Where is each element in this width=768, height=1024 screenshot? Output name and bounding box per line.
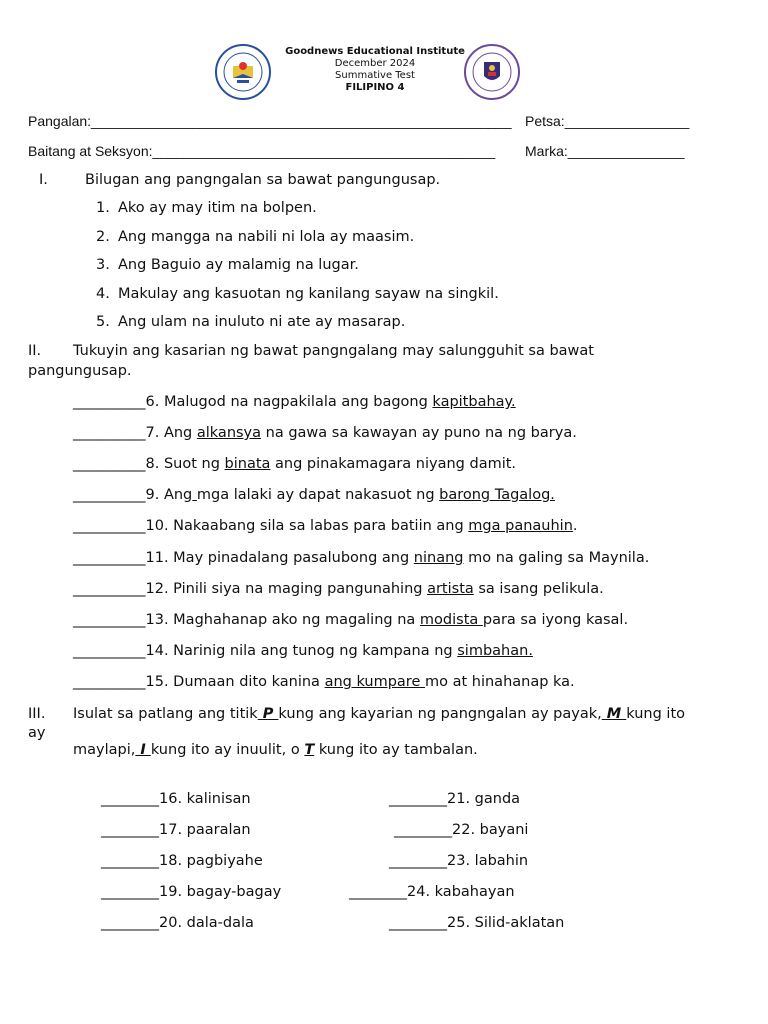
item-text: mo na galing sa Maynila. <box>463 550 650 566</box>
item-text: __________11. May pinadalang pasalubong ang <box>73 550 414 566</box>
part1-numeral: I. <box>39 172 48 188</box>
date-field[interactable]: Petsa:________________ <box>525 113 690 129</box>
item-text: mo at hinahanap ka. <box>424 674 575 690</box>
part3-item-20[interactable]: ________20. dala-dala <box>101 915 254 931</box>
item-text: __________15. Dumaan dito kanina <box>73 674 325 690</box>
part3-item-18[interactable]: ________18. pagbiyahe <box>101 853 263 869</box>
instruction-text: maylapi, <box>73 742 136 758</box>
part1-item-num: 1. <box>96 200 110 216</box>
part3-item-22[interactable]: ________22. bayani <box>394 822 529 838</box>
part1-item-num: 4. <box>96 286 110 302</box>
instruction-text: kung ang kayarian ng pangngalan ay payak, <box>278 706 602 722</box>
header-block <box>270 46 480 94</box>
instruction-text: kung ito ay inuulit, o <box>150 742 305 758</box>
part2-item <box>73 456 516 472</box>
item-text: __________9. Ang <box>73 487 193 503</box>
part3-item-24[interactable]: ________24. kabahayan <box>349 884 515 900</box>
instruction-text: kung ito ay tambalan. <box>314 742 478 758</box>
underlined-noun: barong Tagalog. <box>439 487 555 503</box>
item-text: __________14. Narinig nila ang tunog ng kampana ng <box>73 643 458 659</box>
letter-t: T <box>304 742 315 758</box>
part2-item <box>73 674 575 690</box>
item-text: . <box>572 518 578 534</box>
score-field[interactable]: Marka:_______________ <box>525 143 685 159</box>
letter-i: I <box>135 742 151 758</box>
item-text: sa isang pelikula. <box>473 581 604 597</box>
underlined-noun: mga panauhin <box>468 518 573 534</box>
letter-m: M <box>601 706 627 722</box>
underlined-noun: artista <box>427 581 474 597</box>
part2-item <box>73 394 516 410</box>
part1-item-num: 2. <box>96 229 110 245</box>
part1-item-text: Ang mangga na nabili ni lola ay maasim. <box>118 229 415 245</box>
part3-numeral: III. <box>28 706 46 722</box>
underlined-noun: simbahan. <box>457 643 533 659</box>
name-field[interactable]: Pangalan:______________________________________________________ <box>28 113 512 129</box>
item-text: __________12. Pinili siya na maging pangunahing <box>73 581 428 597</box>
part3-item-25[interactable]: ________25. Silid-aklatan <box>389 915 565 931</box>
underlined-noun: kapitbahay. <box>432 394 516 410</box>
instruction-text: kung ito <box>626 706 686 722</box>
part2-item <box>73 612 628 628</box>
test-type: Summative Test <box>335 70 415 81</box>
item-text: __________8. Suot ng <box>73 456 225 472</box>
part1-instruction: Bilugan ang pangngalan sa bawat pangungusap. <box>85 172 441 188</box>
part2-item <box>73 550 649 566</box>
item-text: na gawa sa kawayan ay puno na ng barya. <box>261 425 577 441</box>
part2-instruction-cont: pangungusap. <box>28 363 132 379</box>
part2-numeral: II. <box>28 343 42 359</box>
underlined-noun: ninang <box>413 550 464 566</box>
part3-item-21[interactable]: ________21. ganda <box>389 791 521 807</box>
part2-item <box>73 643 533 659</box>
part3-instruction <box>73 706 685 722</box>
item-text: __________10. Nakaabang sila sa labas para batiin ang <box>73 518 469 534</box>
part3-instruction-wrap: ay <box>28 725 46 741</box>
subject: FILIPINO 4 <box>345 82 405 93</box>
underlined-noun: alkansya <box>196 425 262 441</box>
underlined-noun: binata <box>224 456 271 472</box>
part1-item-text: Ang Baguio ay malamig na lugar. <box>118 257 359 273</box>
part3-item-17[interactable]: ________17. paaralan <box>101 822 251 838</box>
part3-instruction-line2 <box>73 742 478 758</box>
part1-item-num: 5. <box>96 314 110 330</box>
part3-item-23[interactable]: ________23. labahin <box>389 853 529 869</box>
item-text: ang pinakamagara niyang damit. <box>270 456 517 472</box>
part3-item-16[interactable]: ________16. kalinisan <box>101 791 251 807</box>
part2-item <box>73 487 555 503</box>
part3-item-19[interactable]: ________19. bagay-bagay <box>101 884 282 900</box>
item-text: __________6. Malugod na nagpakilala ang bagong <box>73 394 433 410</box>
underlined-noun: modista <box>419 612 483 628</box>
letter-p: P <box>257 706 279 722</box>
underlined-noun: ang kumpare <box>324 674 425 690</box>
part1-item-text: Ang ulam na inuluto ni ate ay masarap. <box>118 314 406 330</box>
part2-item <box>73 425 577 441</box>
test-date: December 2024 <box>334 58 416 69</box>
school-logo <box>215 44 271 100</box>
item-text: __________13. Maghahanap ako ng magaling na <box>73 612 420 628</box>
part2-item <box>73 581 604 597</box>
part1-item-text: Makulay ang kasuotan ng kanilang sayaw na singkil. <box>118 286 499 302</box>
school-name: Goodnews Educational Institute <box>285 46 465 57</box>
part2-instruction: Tukuyin ang kasarian ng bawat pangngalang may salungguhit sa bawat <box>73 343 594 359</box>
item-text: para sa iyong kasal. <box>482 612 629 628</box>
part1-item-num: 3. <box>96 257 110 273</box>
instruction-text: Isulat sa patlang ang titik <box>73 706 258 722</box>
grade-section-field[interactable]: Baitang at Seksyon:____________________________________________ <box>28 143 496 159</box>
item-text: mga lalaki ay dapat nakasuot ng <box>196 487 440 503</box>
part1-item-text: Ako ay may itim na bolpen. <box>118 200 317 216</box>
part2-item <box>73 518 578 534</box>
item-text: __________7. Ang <box>73 425 197 441</box>
